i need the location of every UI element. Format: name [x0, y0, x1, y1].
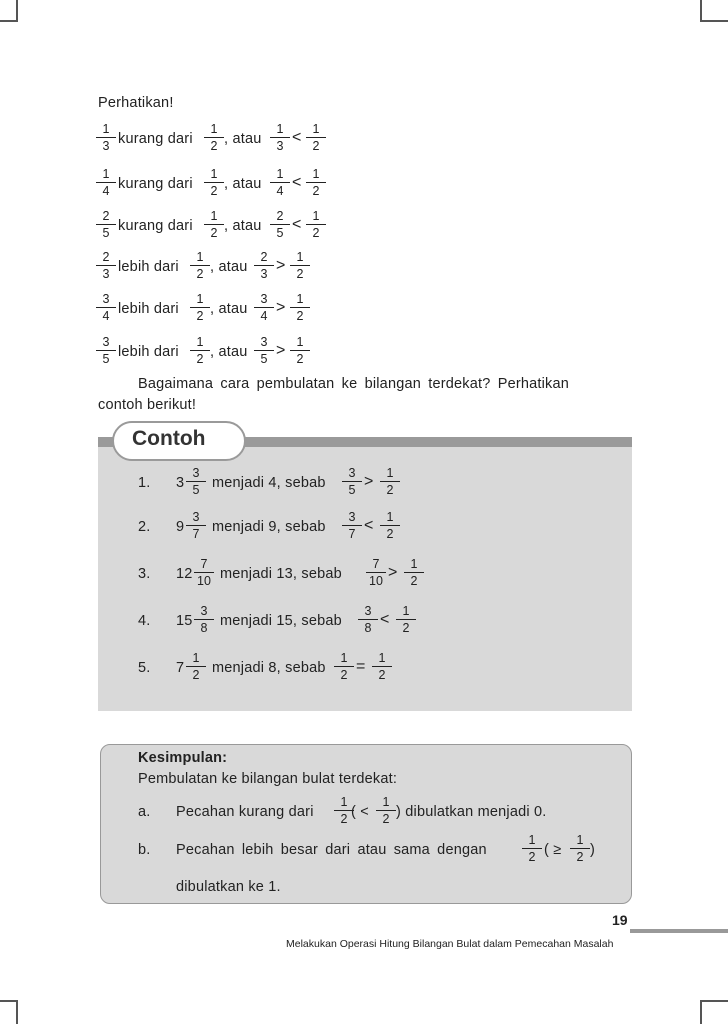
example-compare-fraction: $\frac{3}{7}$ [342, 510, 362, 541]
example-half-fraction: $\frac{1}{2}$ [396, 604, 416, 635]
rule-fraction-e: $\frac{1}{2}$ [290, 292, 310, 323]
conclusion-a-fraction: $\frac{1}{2}$ [334, 795, 354, 826]
crop-mark [700, 1000, 702, 1024]
rule-fraction-c: $\frac{3}{5}$ [254, 335, 274, 366]
rule-atau: , atau [224, 176, 262, 192]
example-number: 5. [138, 660, 151, 676]
rule-atau: , atau [210, 344, 248, 360]
conclusion-a-text: Pecahan kurang dari [176, 804, 314, 820]
example-number: 1. [138, 475, 151, 491]
example-text: menjadi 4, sebab [212, 475, 326, 491]
rule-fraction-e: $\frac{1}{2}$ [290, 250, 310, 281]
example-number: 2. [138, 519, 151, 535]
conclusion-b-label: b. [138, 842, 151, 858]
example-fraction: $\frac{7}{10}$ [194, 557, 214, 588]
rule-fraction-a: $\frac{3}{5}$ [96, 335, 116, 366]
rule-operator: < [292, 129, 302, 146]
example-compare-fraction: $\frac{3}{8}$ [358, 604, 378, 635]
rule-text: lebih dari [118, 301, 179, 317]
question-line-1: Bagaimana cara pembulatan ke bilangan terdekat? Perhatikan [138, 376, 570, 392]
page-number: 19 [612, 912, 628, 928]
rule-fraction-a: $\frac{2}{5}$ [96, 209, 116, 240]
conclusion-a-label: a. [138, 804, 151, 820]
example-whole: 7 [176, 660, 185, 676]
conclusion-a-text-2: ) dibulatkan menjadi 0. [396, 804, 547, 820]
rule-fraction-c: $\frac{1}{4}$ [270, 167, 290, 198]
rule-text: lebih dari [118, 259, 179, 275]
rule-fraction-b: $\frac{1}{2}$ [204, 122, 224, 153]
example-operator: < [380, 611, 390, 628]
conclusion-subtitle: Pembulatan ke bilangan bulat terdekat: [138, 771, 398, 787]
crop-mark [0, 1000, 18, 1002]
example-compare-fraction: $\frac{7}{10}$ [366, 557, 386, 588]
example-operator: < [364, 517, 374, 534]
rule-fraction-c: $\frac{2}{5}$ [270, 209, 290, 240]
rule-atau: , atau [224, 218, 262, 234]
footer-rule [630, 929, 728, 933]
example-text: menjadi 15, sebab [220, 613, 342, 629]
rule-text: kurang dari [118, 218, 193, 234]
question-line-2: contoh berikut! [98, 397, 197, 413]
rule-fraction-b: $\frac{1}{2}$ [190, 335, 210, 366]
rule-fraction-e: $\frac{1}{2}$ [306, 209, 326, 240]
example-half-fraction: $\frac{1}{2}$ [372, 651, 392, 682]
example-number: 3. [138, 566, 151, 582]
rule-text: kurang dari [118, 131, 193, 147]
conclusion-b-operator: ( ≥ [544, 842, 562, 858]
conclusion-b-text: Pecahan lebih besar dari atau sama dengan [176, 842, 487, 858]
conclusion-title: Kesimpulan: [138, 750, 228, 766]
example-fraction: $\frac{3}{8}$ [194, 604, 214, 635]
rule-atau: , atau [210, 301, 248, 317]
rule-fraction-c: $\frac{2}{3}$ [254, 250, 274, 281]
rule-fraction-b: $\frac{1}{2}$ [190, 250, 210, 281]
rule-fraction-a: $\frac{2}{3}$ [96, 250, 116, 281]
example-text: menjadi 9, sebab [212, 519, 326, 535]
rule-operator: < [292, 216, 302, 233]
example-half-fraction: $\frac{1}{2}$ [380, 466, 400, 497]
example-whole: 9 [176, 519, 185, 535]
rule-text: kurang dari [118, 176, 193, 192]
rule-fraction-a: $\frac{1}{3}$ [96, 122, 116, 153]
example-half-fraction: $\frac{1}{2}$ [404, 557, 424, 588]
rule-operator: > [276, 342, 286, 359]
example-fraction: $\frac{3}{5}$ [186, 466, 206, 497]
crop-mark [700, 0, 702, 22]
conclusion-b-text-2: dibulatkan ke 1. [176, 879, 281, 895]
example-whole: 12 [176, 566, 193, 582]
example-compare-fraction: $\frac{1}{2}$ [334, 651, 354, 682]
rule-operator: < [292, 174, 302, 191]
rule-text: lebih dari [118, 344, 179, 360]
rule-fraction-b: $\frac{1}{2}$ [190, 292, 210, 323]
crop-mark [16, 1000, 18, 1024]
example-operator: > [388, 564, 398, 581]
rule-operator: > [276, 257, 286, 274]
rule-fraction-e: $\frac{1}{2}$ [290, 335, 310, 366]
rule-fraction-e: $\frac{1}{2}$ [306, 167, 326, 198]
example-fraction: $\frac{3}{7}$ [186, 510, 206, 541]
rule-fraction-e: $\frac{1}{2}$ [306, 122, 326, 153]
crop-mark [700, 1000, 728, 1002]
conclusion-b-close: ) [590, 842, 596, 858]
example-text: menjadi 13, sebab [220, 566, 342, 582]
rule-fraction-b: $\frac{1}{2}$ [204, 209, 224, 240]
crop-mark [16, 0, 18, 22]
rule-fraction-c: $\frac{1}{3}$ [270, 122, 290, 153]
conclusion-a-fraction-2: $\frac{1}{2}$ [376, 795, 396, 826]
example-fraction: $\frac{1}{2}$ [186, 651, 206, 682]
example-operator: > [364, 473, 374, 490]
rule-fraction-a: $\frac{3}{4}$ [96, 292, 116, 323]
example-text: menjadi 8, sebab [212, 660, 326, 676]
rule-atau: , atau [224, 131, 262, 147]
intro-heading: Perhatikan! [98, 95, 174, 111]
rule-fraction-a: $\frac{1}{4}$ [96, 167, 116, 198]
rule-atau: , atau [210, 259, 248, 275]
rule-fraction-b: $\frac{1}{2}$ [204, 167, 224, 198]
example-operator: = [356, 658, 366, 675]
crop-mark [0, 20, 18, 22]
conclusion-a-operator: ( < [351, 804, 369, 820]
rule-operator: > [276, 299, 286, 316]
example-whole: 3 [176, 475, 185, 491]
conclusion-b-fraction-2: $\frac{1}{2}$ [570, 833, 590, 864]
crop-mark [700, 20, 728, 22]
conclusion-b-fraction: $\frac{1}{2}$ [522, 833, 542, 864]
example-tab [112, 421, 246, 461]
example-half-fraction: $\frac{1}{2}$ [380, 510, 400, 541]
footer-text: Melakukan Operasi Hitung Bilangan Bulat dalam Pemecahan Masalah [286, 938, 614, 950]
example-whole: 15 [176, 613, 193, 629]
example-title: Contoh [132, 427, 206, 450]
rule-fraction-c: $\frac{3}{4}$ [254, 292, 274, 323]
example-compare-fraction: $\frac{3}{5}$ [342, 466, 362, 497]
example-number: 4. [138, 613, 151, 629]
